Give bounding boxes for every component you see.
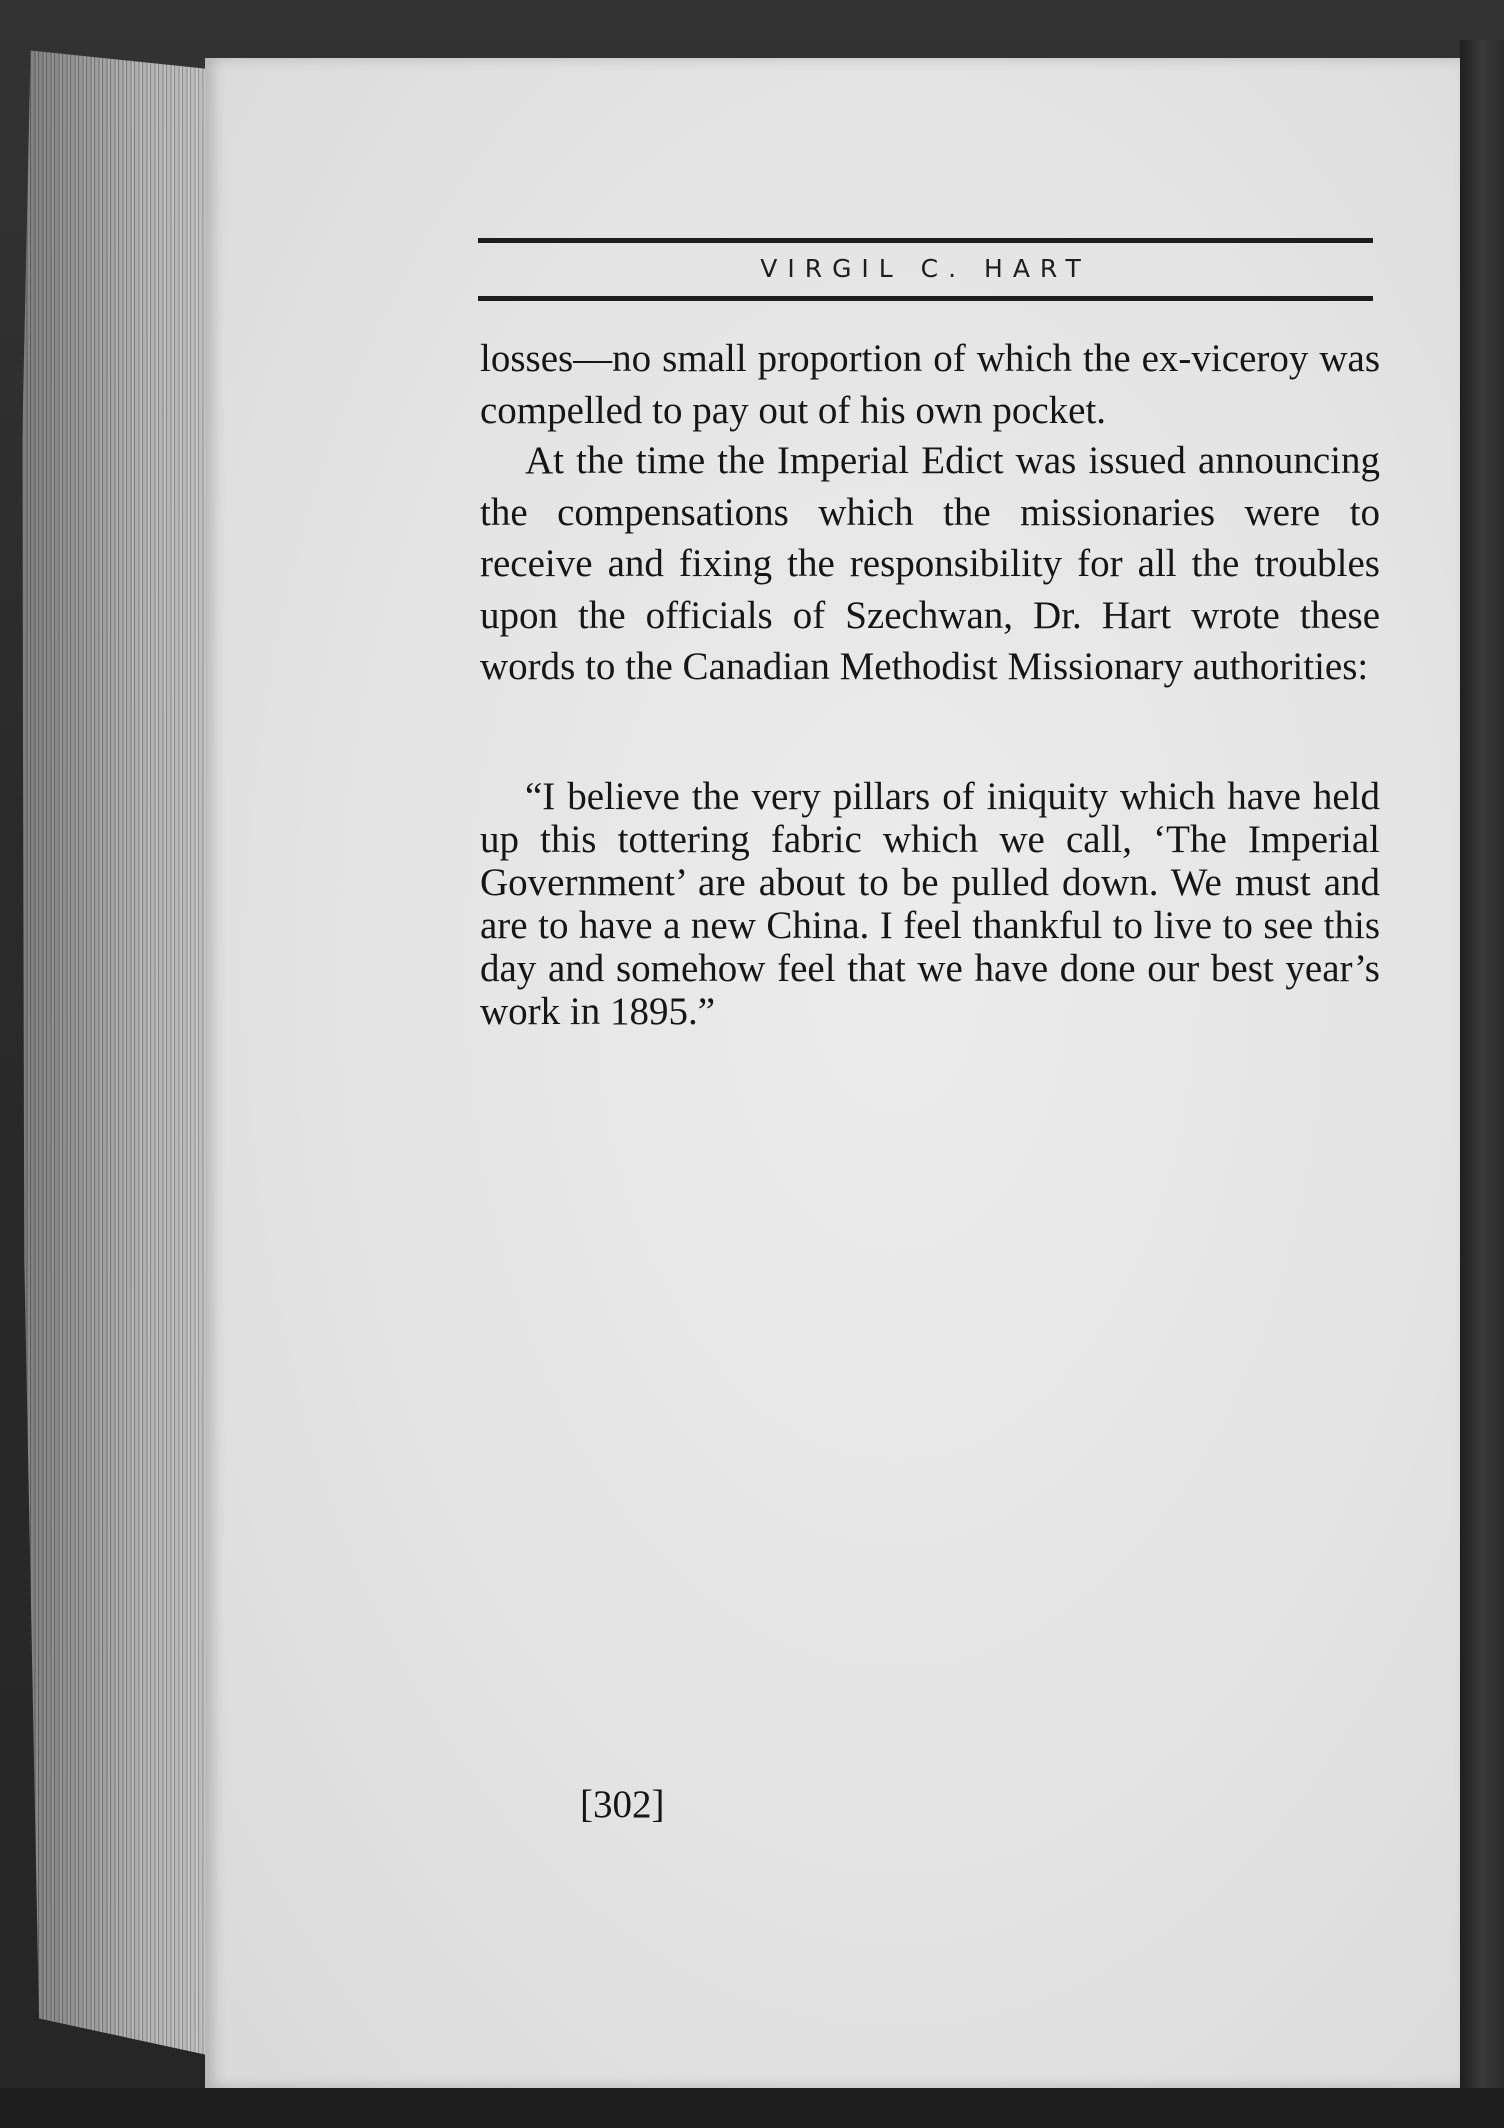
page-number: [302] [580, 1783, 665, 1826]
body-paragraph-2 [480, 435, 1380, 693]
header-rule-bottom [478, 296, 1373, 301]
running-head: VIRGIL C. HART [760, 254, 1091, 283]
paragraph-text: At the time the Imperial Edict was issued announcing the compensations which the missionaries were to receive and fixing the responsibility for all the troubles upon the officials of Szechwan, Dr. Hart wrote these words to the Canadian Methodist Missionary authorities: [480, 439, 1380, 688]
scan-bottom-edge [0, 2088, 1504, 2128]
book-binding-edge [1460, 40, 1504, 2128]
quote-text: “I believe the very pillars of iniquity which have held up this tottering fabric which we call, ‘The Imperial Government’ are about to be pulled down. We must and are to have a new China. I feel thankful to live to see this day and somehow feel that we have done our best year’s work in 1895.” [480, 775, 1380, 1033]
header-rule-top [478, 238, 1373, 243]
block-quote [480, 775, 1380, 1033]
body-paragraph-1 [480, 333, 1380, 436]
book-page-edges [18, 30, 228, 2080]
paragraph-text: losses—no small proportion of which the ex-viceroy was compelled to pay out of his own pocket. [480, 337, 1380, 432]
